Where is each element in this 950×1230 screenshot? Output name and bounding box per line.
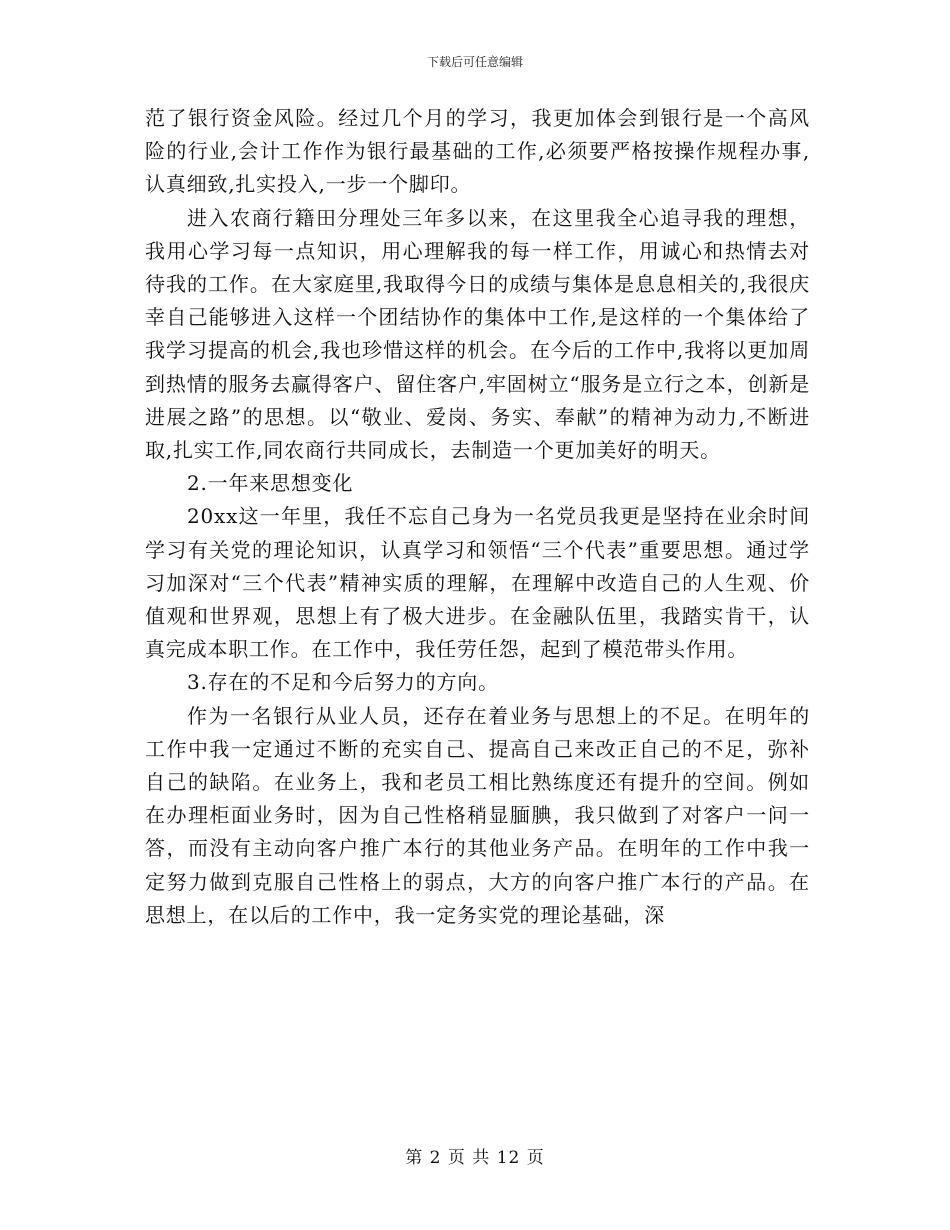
paragraph: 20xx这一年里，我任不忘自己身为一名党员我更是坚持在业余时间学习有关党的理论知识，认真学习和领悟“三个代表”重要思想。通过学习加深对“三个代表”精神实质的理解，在理解中改造自己的人生观、价值观和世界观，思想上有了极大进步。在金融队伍里，我踏实肯干，认真完成本职工作。在工作中，我任劳任怨，起到了模范带头作用。: [145, 504, 810, 662]
section-heading: 3.存在的不足和今后努力的方向。: [187, 670, 499, 695]
page-header: 下载后可任意编辑: [426, 55, 523, 69]
paragraph: 进入农商行籍田分理处三年多以来，在这里我全心追寻我的理想，我用心学习每一点知识，用心理解我的每一样工作，用诚心和热情去对待我的工作。在大家庭里,我取得今日的成绩与集体是息息相关的,我很庆幸自己能够进入这样一个团结协作的集体中工作,是这样的一个集体给了我学习提高的机会,我也珍惜这样的机会。在今后的工作中,我将以更加周到热情的服务去赢得客户、留住客户,牢固树立“服务是立行之本，创新是进展之路”的思想。以“敬业、爱岗、务实、奉献”的精神为动力,不断进取,扎实工作,同农商行共同成长，去制造一个更加美好的明天。: [145, 205, 810, 463]
paragraph: 作为一名银行从业人员，还存在着业务与思想上的不足。在明年的工作中我一定通过不断的充实自己、提高自己来改正自己的不足，弥补自己的缺陷。在业务上，我和老员工相比熟练度还有提升的空间。例如在办理柜面业务时，因为自己性格稍显腼腆，我只做到了对客户一问一答，而没有主动向客户推广本行的其他业务产品。在明年的工作中我一定努力做到克服自己性格上的弱点，大方的向客户推广本行的产品。在思想上，在以后的工作中，我一定务实党的理论基础，深: [145, 703, 810, 927]
section-heading: 2.一年来思想变化: [187, 471, 354, 496]
page-number: 第 2 页 共 12 页: [405, 1148, 545, 1168]
paragraph-continuation: 范了银行资金风险。经过几个月的学习，我更加体会到银行是一个高风险的行业,会计工作作为银行最基础的工作,必须要严格按操作规程办事,认真细致,扎实投入,一步一个脚印。: [145, 106, 810, 197]
document-body: [145, 102, 810, 932]
